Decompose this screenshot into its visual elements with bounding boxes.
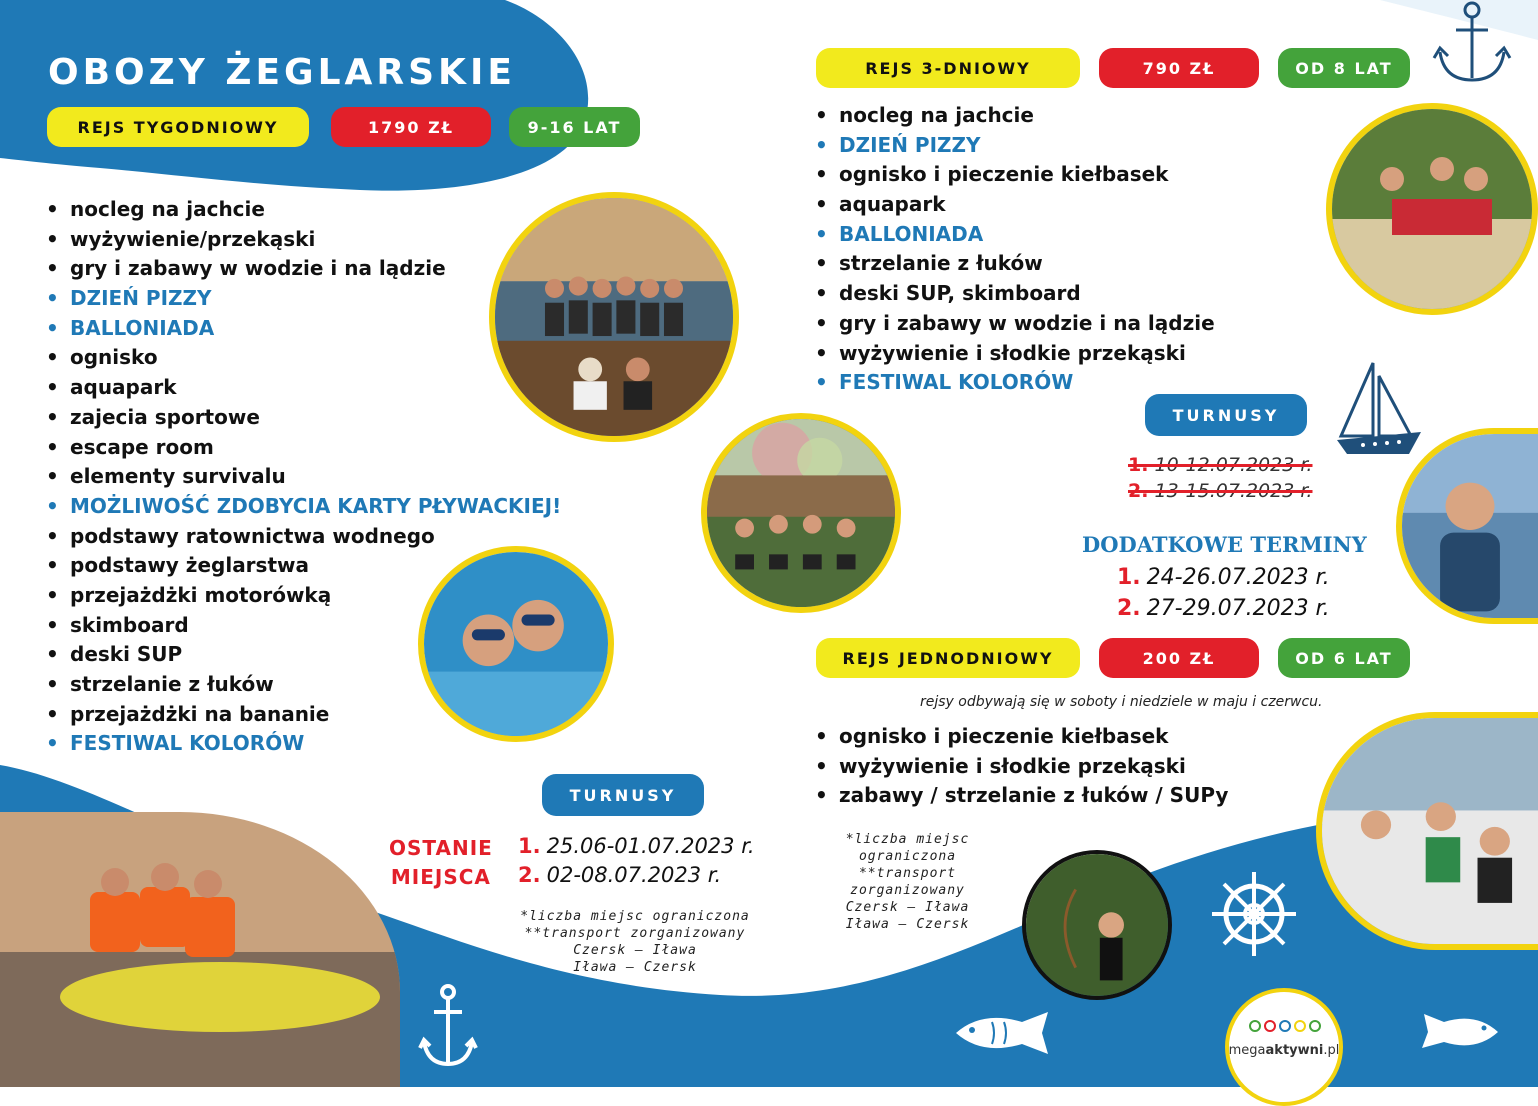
note-line: **transport zorganizowany xyxy=(524,926,746,941)
note-line: Iława – Czersk xyxy=(845,917,970,932)
3day-notes xyxy=(800,831,1015,933)
cancelled-date-row xyxy=(1128,478,1312,504)
photo-balloon-game xyxy=(1326,103,1538,315)
badge-3day-price: 790 ZŁ xyxy=(1099,48,1259,88)
date-text: 13-15.07.2023 r. xyxy=(1154,480,1313,502)
date-number: 1. xyxy=(1128,454,1149,476)
list-item: • ognisko xyxy=(46,343,561,373)
list-item: • podstawy ratownictwa wodnego xyxy=(46,522,561,552)
note-line: **transport zorganizowany xyxy=(850,866,965,898)
logo-icons xyxy=(1237,1020,1333,1032)
last-places-line1: OSTANIE xyxy=(389,836,493,860)
cancelled-dates xyxy=(1128,452,1312,504)
list-item: • MOŻLIWOŚĆ ZDOBYCIA KARTY PŁYWACKIEJ! xyxy=(46,492,561,522)
1day-activities-list xyxy=(815,722,1228,811)
list-item: • ognisko i pieczenie kiełbasek xyxy=(815,160,1215,190)
page-title: OBOZY ŻEGLARSKIE xyxy=(48,52,516,93)
date-row xyxy=(518,832,755,861)
list-item: • gry i zabawy w wodzie i na lądzie xyxy=(815,309,1215,339)
list-item: • skimboard xyxy=(46,611,561,641)
date-number: 2. xyxy=(1128,480,1149,502)
photo-underwater-kids xyxy=(418,546,614,742)
sailboat-icon xyxy=(1333,358,1425,460)
photo-group-on-pier xyxy=(489,192,739,442)
list-item: • zajecia sportowe xyxy=(46,403,561,433)
note-line: *liczba miejsc ograniczona xyxy=(845,832,970,864)
logo-dot-yellow xyxy=(1294,1020,1306,1032)
date-number: 1. xyxy=(1117,565,1141,590)
logo-text xyxy=(1226,1043,1342,1058)
day-trip-note: rejsy odbywają się w soboty i niedziele w maju i czerwcu. xyxy=(920,694,1323,710)
3day-activities-list xyxy=(815,101,1215,398)
note-line: *liczba miejsc ograniczona xyxy=(520,909,750,924)
badge-weekly-price: 1790 ZŁ xyxy=(331,107,491,147)
last-places-line2: MIEJSCA xyxy=(390,865,491,889)
note-line: Czersk – Iława xyxy=(573,943,697,958)
date-row xyxy=(518,861,755,890)
logo-text-bold: aktywni xyxy=(1265,1043,1324,1058)
list-item: • elementy survivalu xyxy=(46,462,561,492)
logo-dot-green xyxy=(1249,1020,1261,1032)
list-item: • nocleg na jachcie xyxy=(46,195,561,225)
list-item: • deski SUP, skimboard xyxy=(815,279,1215,309)
date-number: 2. xyxy=(518,863,541,887)
date-text: 25.06-01.07.2023 r. xyxy=(546,834,755,858)
list-item: • DZIEŃ PIZZY xyxy=(46,284,561,314)
note-line: Czersk – Iława xyxy=(845,900,970,915)
list-item: • wyżywienie i słodkie przekąski xyxy=(815,339,1215,369)
weekly-dates xyxy=(518,832,755,890)
list-item: • DZIEŃ PIZZY xyxy=(815,131,1215,161)
photo-color-festival xyxy=(701,413,901,613)
list-item: • zabawy / strzelanie z łuków / SUPy xyxy=(815,781,1228,811)
logo-text-suffix: .pl xyxy=(1323,1043,1340,1058)
fish-icon xyxy=(952,1008,1060,1058)
ship-wheel-icon xyxy=(1208,868,1300,960)
photo-kids-on-yacht xyxy=(1316,712,1538,950)
list-item: • BALLONIADA xyxy=(46,314,561,344)
list-item: • aquapark xyxy=(815,190,1215,220)
list-item: • BALLONIADA xyxy=(815,220,1215,250)
list-item: • podstawy żeglarstwa xyxy=(46,551,561,581)
list-item: • gry i zabawy w wodzie i na lądzie xyxy=(46,254,561,284)
list-item: • strzelanie z łuków xyxy=(46,670,561,700)
cancelled-date xyxy=(1128,480,1312,502)
cancelled-date-row xyxy=(1128,452,1312,478)
last-places-label xyxy=(389,834,493,892)
anchor-icon xyxy=(418,982,478,1072)
badge-1day-trip: REJS JEDNODNIOWY xyxy=(816,638,1080,678)
date-text: 10-12.07.2023 r. xyxy=(1154,454,1313,476)
note-line: Iława – Czersk xyxy=(573,960,697,975)
date-text: 02-08.07.2023 r. xyxy=(546,863,722,887)
badge-weekly-trip: REJS TYGODNIOWY xyxy=(47,107,309,147)
extra-dates-title: DODATKOWE TERMINY xyxy=(1082,532,1367,557)
list-item: • wyżywienie/przekąski xyxy=(46,225,561,255)
list-item: • escape room xyxy=(46,433,561,463)
fish-icon xyxy=(1418,1010,1502,1050)
badge-3day-trip: REJS 3-DNIOWY xyxy=(816,48,1080,88)
weekly-notes xyxy=(520,908,750,976)
date-text: 24-26.07.2023 r. xyxy=(1146,565,1330,590)
turnusy-label-left: TURNUSY xyxy=(542,774,704,816)
logo-dot-blue xyxy=(1279,1020,1291,1032)
date-number: 1. xyxy=(518,834,541,858)
date-text: 27-29.07.2023 r. xyxy=(1146,596,1330,621)
list-item: • nocleg na jachcie xyxy=(815,101,1215,131)
badge-weekly-age: 9-16 LAT xyxy=(509,107,640,147)
badge-1day-age: OD 6 LAT xyxy=(1278,638,1410,678)
date-row xyxy=(1117,562,1330,593)
list-item: • przejażdżki na bananie xyxy=(46,700,561,730)
logo-dot-green2 xyxy=(1309,1020,1321,1032)
photo-archery xyxy=(1022,850,1172,1000)
badge-1day-price: 200 ZŁ xyxy=(1099,638,1259,678)
date-number: 2. xyxy=(1117,596,1141,621)
list-item: • wyżywienie i słodkie przekąski xyxy=(815,752,1228,782)
list-item: • strzelanie z łuków xyxy=(815,249,1215,279)
logo-text-prefix: mega xyxy=(1228,1043,1266,1058)
list-item: • FESTIWAL KOLORÓW xyxy=(46,729,561,759)
list-item: • ognisko i pieczenie kiełbasek xyxy=(815,722,1228,752)
badge-3day-age: OD 8 LAT xyxy=(1278,48,1410,88)
list-item: • przejażdżki motorówką xyxy=(46,581,561,611)
extra-dates xyxy=(1117,562,1330,624)
logo-dot-red xyxy=(1264,1020,1276,1032)
cancelled-date xyxy=(1128,454,1312,476)
turnusy-label-right: TURNUSY xyxy=(1145,394,1307,436)
list-item: • aquapark xyxy=(46,373,561,403)
date-row xyxy=(1117,593,1330,624)
list-item: • deski SUP xyxy=(46,640,561,670)
anchor-icon xyxy=(1432,0,1512,85)
list-item: • FESTIWAL KOLORÓW xyxy=(815,368,1215,398)
